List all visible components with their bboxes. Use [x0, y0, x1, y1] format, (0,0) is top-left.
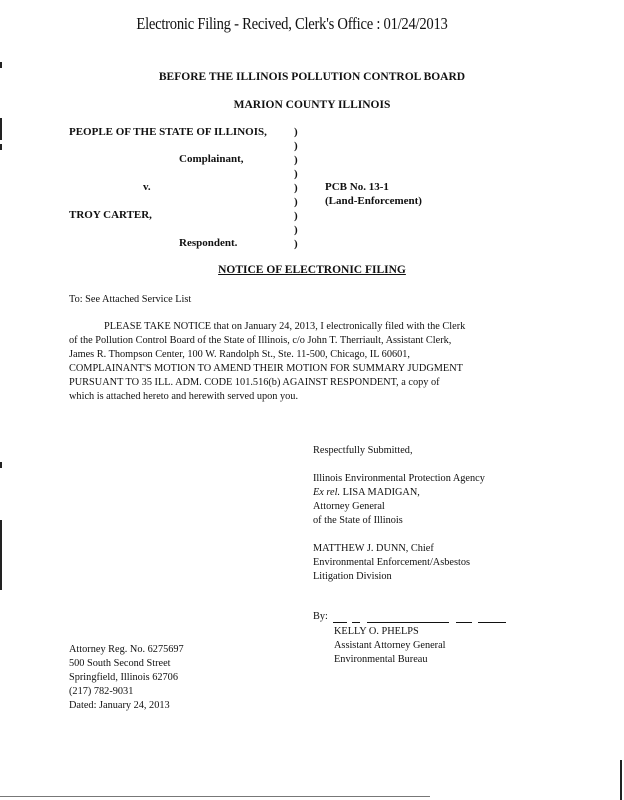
- scan-mark: [0, 62, 2, 68]
- caption-paren: ): [294, 224, 298, 236]
- chief-division-2: Litigation Division: [313, 571, 392, 582]
- county-title: MARION COUNTY ILLINOIS: [233, 99, 391, 111]
- signature-line: [352, 622, 360, 623]
- plaintiff-name: PEOPLE OF THE STATE OF ILLINOIS,: [69, 126, 267, 138]
- ag-title-2: of the State of Illinois: [313, 515, 403, 526]
- by-label: By:: [313, 611, 328, 622]
- caption-paren: ): [294, 182, 298, 194]
- defendant-name: TROY CARTER,: [69, 209, 152, 221]
- signature-line: [478, 622, 506, 623]
- to-line: To: See Attached Service List: [69, 294, 192, 305]
- scan-mark: [0, 520, 2, 590]
- case-number: PCB No. 13-1: [325, 181, 389, 193]
- attorney-phone: (217) 782-9031: [69, 686, 134, 697]
- scan-mark: [0, 462, 2, 468]
- dated: Dated: January 24, 2013: [69, 700, 170, 711]
- agency: Illinois Environmental Protection Agency: [313, 473, 485, 484]
- signature-line: [456, 622, 472, 623]
- defendant-role: Respondent.: [179, 237, 238, 249]
- paragraph-line: PLEASE TAKE NOTICE that on January 24, 2013, I electronically filed with the Clerk: [104, 321, 466, 332]
- signature-line: [333, 622, 347, 623]
- paragraph-line: James R. Thompson Center, 100 W. Randolph St., Ste. 11-500, Chicago, IL 60601,: [69, 349, 410, 360]
- scan-mark: [0, 118, 2, 140]
- closing: Respectfully Submitted,: [313, 445, 413, 456]
- attorney-reg-no: Attorney Reg. No. 6275697: [69, 644, 184, 655]
- signer-bureau: Environmental Bureau: [334, 654, 428, 665]
- paragraph-line: PURSUANT TO 35 ILL. ADM. CODE 101.516(b) AGAINST RESPONDENT, a copy of: [69, 377, 440, 388]
- caption-paren: ): [294, 140, 298, 152]
- caption-paren: ): [294, 238, 298, 250]
- scan-mark: [0, 144, 2, 150]
- attorney-street: 500 South Second Street: [69, 658, 171, 669]
- attorney-city: Springfield, Illinois 62706: [69, 672, 178, 683]
- caption-paren: ): [294, 126, 298, 138]
- paragraph-line: COMPLAINANT'S MOTION TO AMEND THEIR MOTION FOR SUMMARY JUDGMENT: [69, 363, 463, 374]
- chief-name: MATTHEW J. DUNN, Chief: [313, 543, 434, 554]
- paragraph-line: of the Pollution Control Board of the State of Illinois, c/o John T. Therriault, Assistant Clerk,: [69, 335, 452, 346]
- chief-division-1: Environmental Enforcement/Asbestos: [313, 557, 470, 568]
- versus: v.: [143, 181, 151, 193]
- signature-line: [367, 622, 449, 623]
- signer-title: Assistant Attorney General: [334, 640, 446, 651]
- ag-title-1: Attorney General: [313, 501, 385, 512]
- ex-rel-line: [313, 486, 420, 500]
- board-title: BEFORE THE ILLINOIS POLLUTION CONTROL BOARD: [158, 71, 466, 83]
- notice-title: NOTICE OF ELECTRONIC FILING: [218, 264, 406, 276]
- paragraph-line: which is attached hereto and herewith served upon you.: [69, 391, 299, 402]
- ex-rel-name: LISA MADIGAN,: [340, 487, 420, 498]
- caption-paren: ): [294, 196, 298, 208]
- ex-rel-prefix: Ex rel.: [313, 487, 341, 498]
- filing-stamp-header: Electronic Filing - Recived, Clerk's Office : 01/24/2013: [136, 14, 448, 33]
- case-type: (Land-Enforcement): [325, 195, 422, 207]
- caption-paren: ): [294, 154, 298, 166]
- scan-mark: [620, 760, 622, 800]
- plaintiff-role: Complainant,: [179, 153, 244, 165]
- caption-paren: ): [294, 168, 298, 180]
- signer-name: KELLY O. PHELPS: [334, 626, 419, 637]
- scan-edge-line: [0, 796, 430, 797]
- caption-paren: ): [294, 210, 298, 222]
